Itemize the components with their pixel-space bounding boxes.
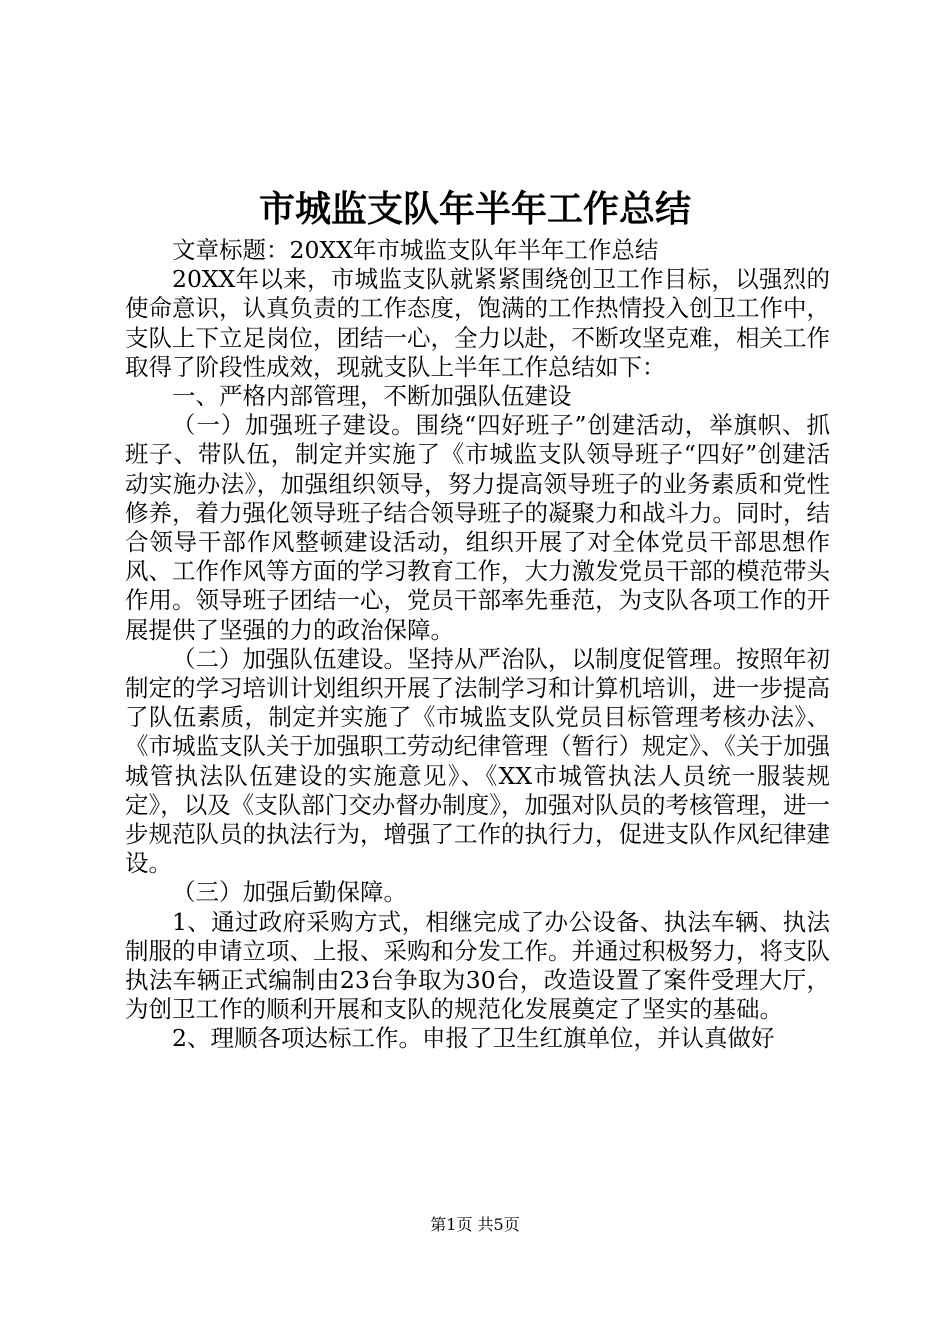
heading-logistics: （三）加强后勤保障。 bbox=[172, 878, 407, 907]
paragraph-procurement: 1、通过政府采购方式，相继完成了办公设备、执法车辆、执法制服的申请立项、上报、采购和分发工作。并通过积极努力，将支队执法车辆正式编制由23台争取为30台，改造设置了案件受理大厅，为创卫工作的顺利开展和支队的规范化发展奠定了坚实的基础。 bbox=[125, 907, 830, 1024]
paragraph-standards: 2、理顺各项达标工作。申报了卫生红旗单位，并认真做好 bbox=[172, 1024, 775, 1053]
paragraph-intro: 20XX年以来，市城监支队就紧紧围绕创卫工作目标，以强烈的使命意识，认真负责的工作态度，饱满的工作热情投入创卫工作中，支队上下立足岗位，团结一心，全力以赴，不断攻坚克难，相关工作取得了阶段性成效，现就支队上半年工作总结如下： bbox=[125, 265, 830, 381]
page-number-footer: 第1页 共5页 bbox=[430, 1215, 520, 1234]
heading-section-1: 一、严格内部管理，不断加强队伍建设 bbox=[172, 382, 572, 411]
document-body bbox=[125, 236, 830, 1054]
document-title: 市城监支队年半年工作总结 bbox=[258, 188, 691, 230]
paragraph-article-title: 文章标题：20XX年市城监支队年半年工作总结 bbox=[172, 236, 659, 264]
paragraph-team-building: （二）加强队伍建设。坚持从严治队，以制度促管理。按照年初制定的学习培训计划组织开展了法制学习和计算机培训，进一步提高了队伍素质，制定并实施了《市城监支队党员目标管理考核办法》、《市城监支队关于加强职工劳动纪律管理（暂行）规定》、《关于加强城管执法队伍建设的实施意见》、《XX市城管执法人员统一服装规定》，以及《支队部门交办督办制度》，加强对队员的考核管理，进一步规范队员的执法行为，增强了工作的执行力，促进支队作风纪律建设。 bbox=[125, 644, 830, 878]
paragraph-leadership: （一）加强班子建设。围绕“四好班子”创建活动，举旗帜、抓班子、带队伍，制定并实施了《市城监支队领导班子“四好”创建活动实施办法》，加强组织领导，努力提高领导班子的业务素质和党性修养，着力强化领导班子结合领导班子的凝聚力和战斗力。同时，结合领导干部作风整顿建设活动，组织开展了对全体党员干部思想作风、工作作风等方面的学习教育工作，大力激发党员干部的模范带头作用。领导班子团结一心，党员干部率先垂范，为支队各项工作的开展提供了坚强的力的政治保障。 bbox=[125, 411, 830, 644]
